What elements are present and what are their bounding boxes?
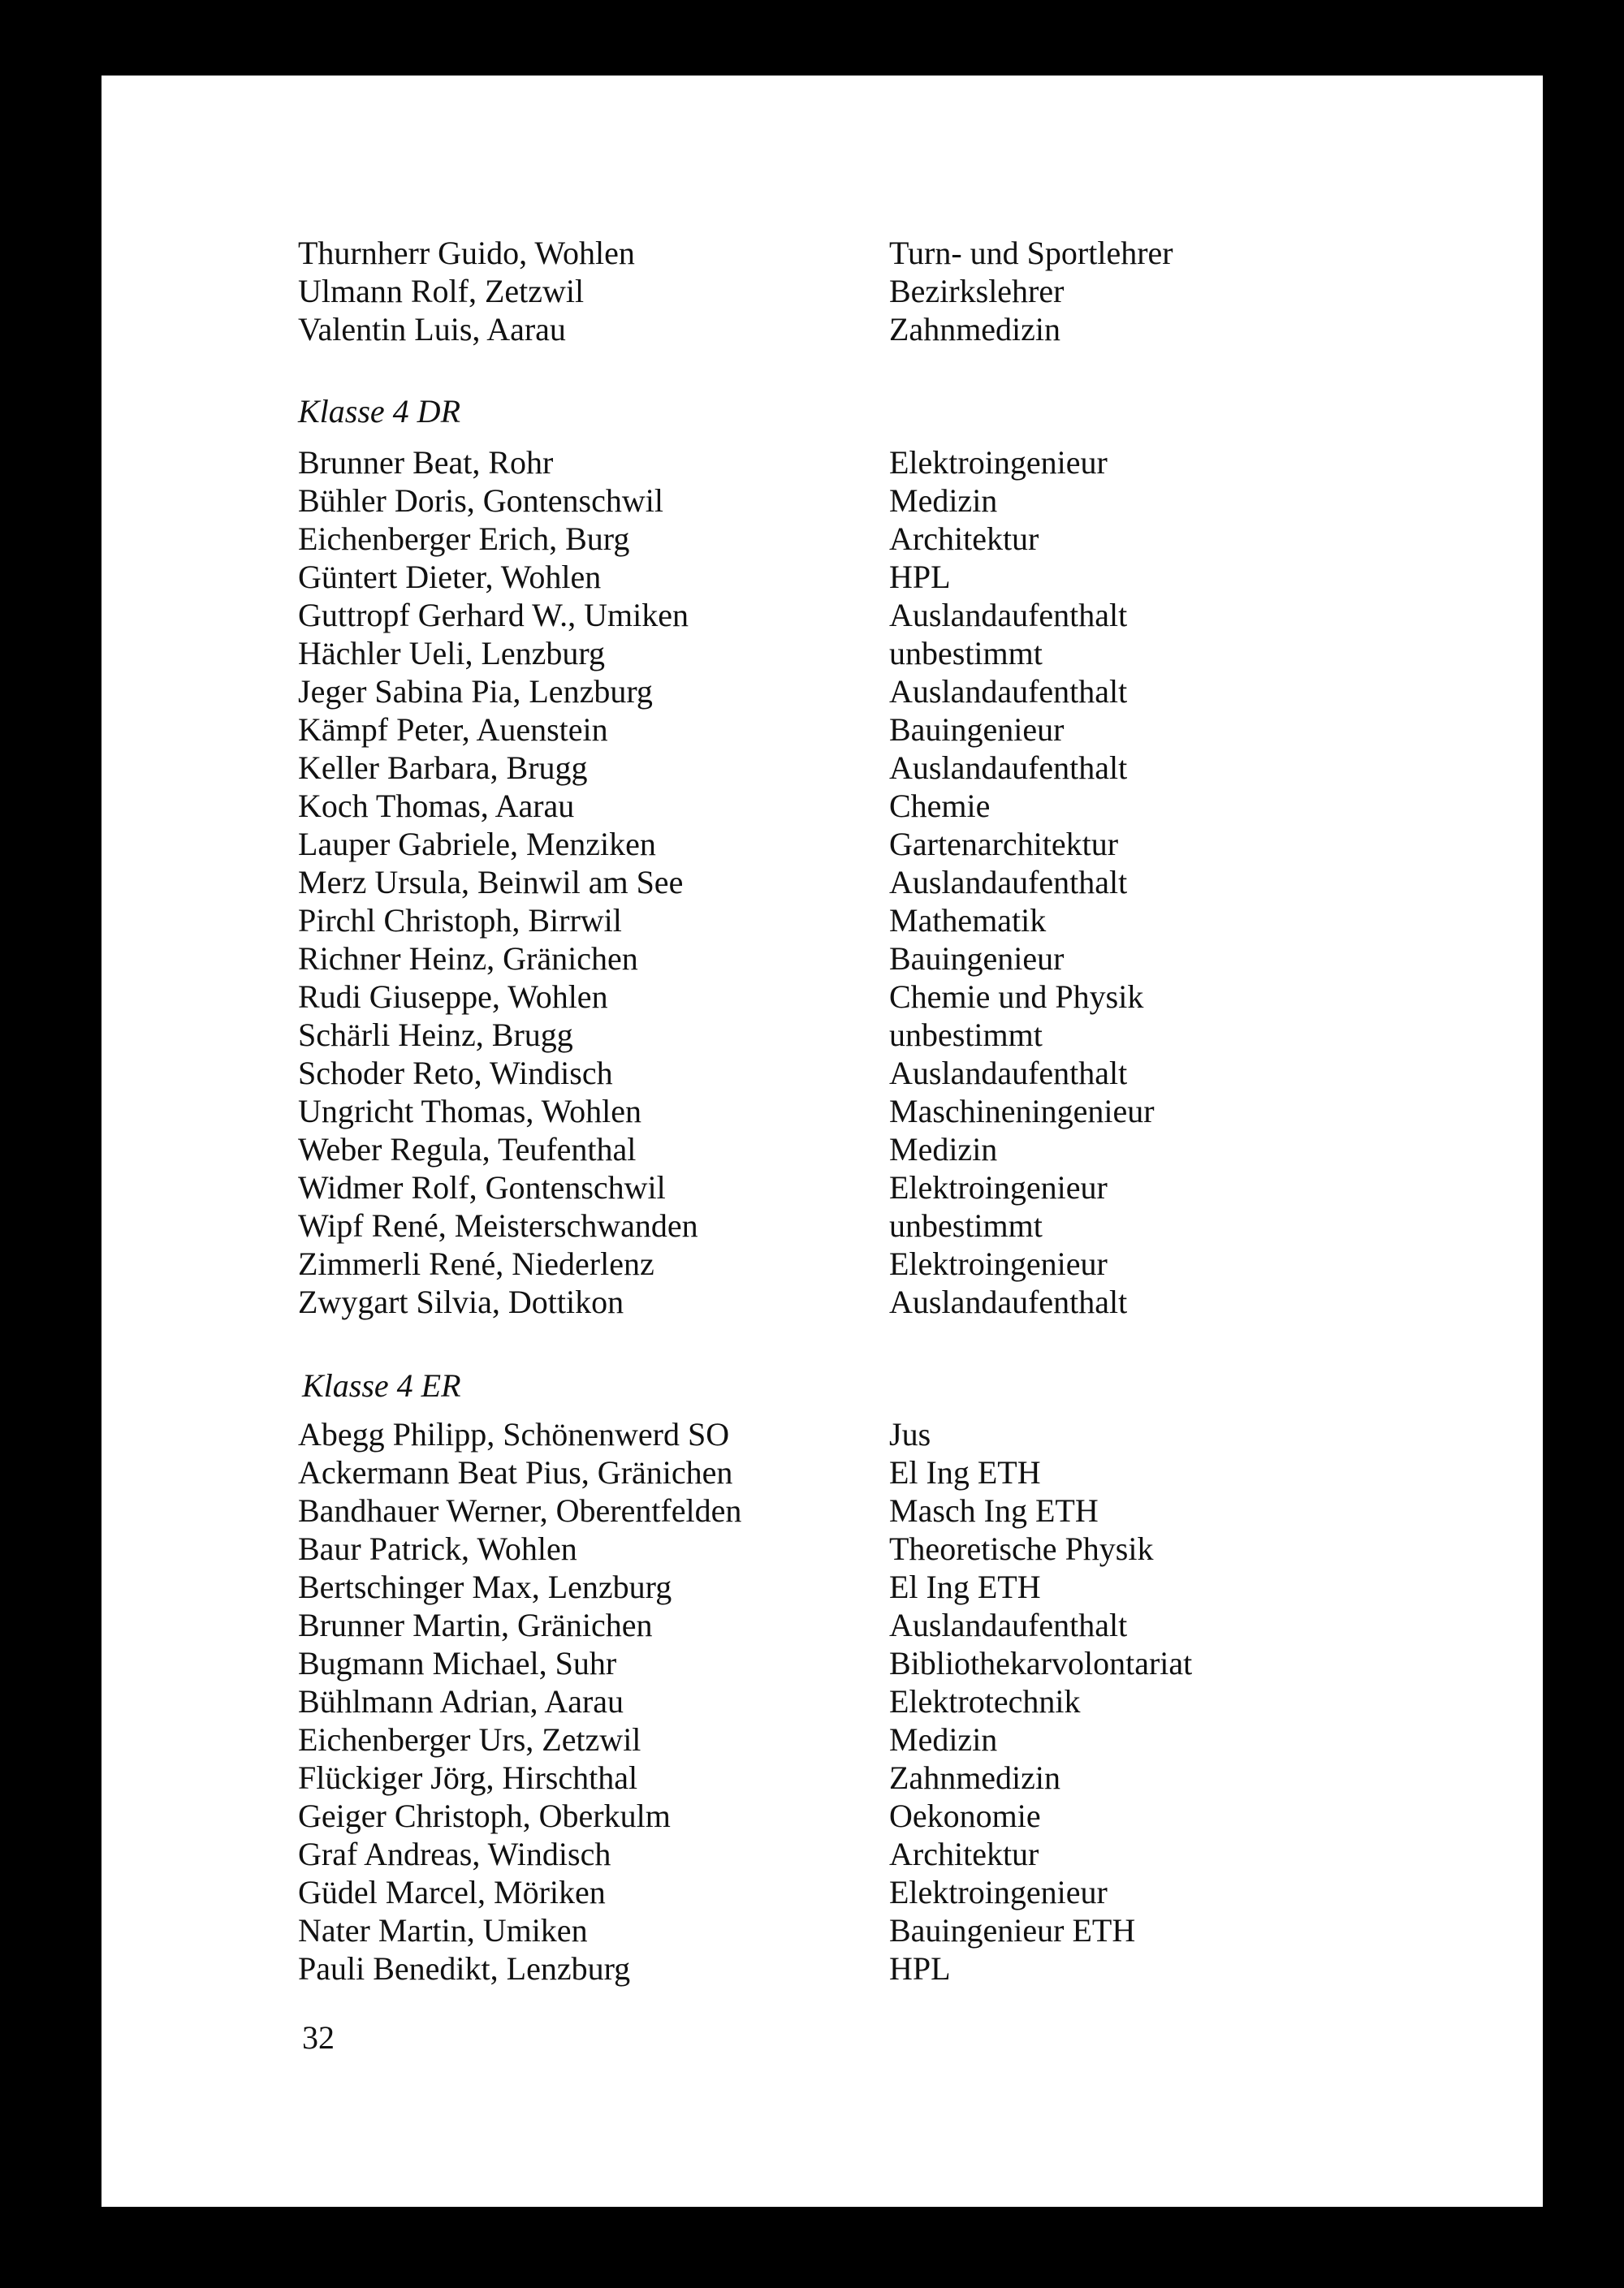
list-item (102, 1016, 1543, 1054)
study-field: Elektroingenieur (889, 1874, 1108, 1910)
study-field: unbestimmt (889, 1207, 1043, 1244)
study-field: Zahnmedizin (889, 311, 1061, 348)
list-item (102, 443, 1543, 481)
person-name: Thurnherr Guido, Wohlen (298, 235, 635, 271)
list-item (102, 1682, 1543, 1720)
person-name: Guttropf Gerhard W., Umiken (298, 597, 689, 633)
person-name: Baur Patrick, Wohlen (298, 1530, 577, 1567)
list-item (102, 1911, 1543, 1949)
list-item (102, 1492, 1543, 1530)
study-field: Zahnmedizin (889, 1759, 1061, 1796)
study-field: Bibliothekarvolontariat (889, 1645, 1193, 1681)
list-item (102, 939, 1543, 978)
person-name: Hächler Ueli, Lenzburg (298, 635, 605, 671)
study-field: Elektroingenieur (889, 1245, 1108, 1282)
section-heading-4dr: Klasse 4 DR (298, 393, 460, 430)
study-field: Bauingenieur (889, 711, 1065, 748)
study-field: Bezirkslehrer (889, 273, 1065, 309)
study-field: Bauingenieur (889, 940, 1065, 977)
list-item (102, 1207, 1543, 1245)
list-item (102, 1568, 1543, 1606)
section-klasse-4er (102, 1415, 1543, 1988)
study-field: Oekonomie (889, 1798, 1041, 1834)
person-name: Eichenberger Erich, Burg (298, 520, 630, 557)
person-name: Koch Thomas, Aarau (298, 788, 575, 824)
person-name: Wipf René, Meisterschwanden (298, 1207, 698, 1244)
list-item (102, 1873, 1543, 1911)
list-item (102, 1949, 1543, 1988)
study-field: unbestimmt (889, 1017, 1043, 1053)
study-field: Bauingenieur ETH (889, 1912, 1136, 1949)
person-name: Ungricht Thomas, Wohlen (298, 1093, 642, 1129)
study-field: Elektroingenieur (889, 1169, 1108, 1206)
study-field: Theoretische Physik (889, 1530, 1154, 1567)
person-name: Zwygart Silvia, Dottikon (298, 1284, 624, 1320)
list-item (102, 901, 1543, 939)
study-field: Auslandaufenthalt (889, 864, 1128, 900)
list-item (102, 672, 1543, 710)
list-item (102, 234, 1543, 272)
person-name: Richner Heinz, Gränichen (298, 940, 638, 977)
study-field: Auslandaufenthalt (889, 597, 1128, 633)
person-name: Schärli Heinz, Brugg (298, 1017, 573, 1053)
study-field: HPL (889, 1950, 951, 1987)
person-name: Bugmann Michael, Suhr (298, 1645, 617, 1681)
section-continuation (102, 234, 1543, 348)
list-item (102, 749, 1543, 787)
list-item (102, 1415, 1543, 1453)
study-field: Elektroingenieur (889, 444, 1108, 481)
list-item (102, 1168, 1543, 1207)
list-item (102, 272, 1543, 310)
person-name: Brunner Beat, Rohr (298, 444, 554, 481)
list-item (102, 863, 1543, 901)
study-field: Auslandaufenthalt (889, 1607, 1128, 1643)
study-field: HPL (889, 559, 951, 595)
person-name: Bertschinger Max, Lenzburg (298, 1569, 672, 1605)
list-item (102, 558, 1543, 596)
person-name: Eichenberger Urs, Zetzwil (298, 1721, 641, 1758)
study-field: Maschineningenieur (889, 1093, 1155, 1129)
list-item (102, 1092, 1543, 1130)
person-name: Jeger Sabina Pia, Lenzburg (298, 673, 653, 710)
study-field: Auslandaufenthalt (889, 1055, 1128, 1091)
person-name: Bühler Doris, Gontenschwil (298, 482, 663, 519)
person-name: Bandhauer Werner, Oberentfelden (298, 1492, 742, 1529)
person-name: Kämpf Peter, Auenstein (298, 711, 608, 748)
study-field: Medizin (889, 1131, 998, 1168)
person-name: Merz Ursula, Beinwil am See (298, 864, 684, 900)
person-name: Nater Martin, Umiken (298, 1912, 588, 1949)
person-name: Güdel Marcel, Möriken (298, 1874, 606, 1910)
person-name: Abegg Philipp, Schönenwerd SO (298, 1416, 730, 1453)
study-field: Mathematik (889, 902, 1047, 939)
list-item (102, 634, 1543, 672)
page-number: 32 (302, 2019, 335, 2056)
section-klasse-4dr (102, 443, 1543, 1321)
list-item (102, 310, 1543, 348)
study-field: Medizin (889, 482, 998, 519)
list-item (102, 787, 1543, 825)
study-field: Architektur (889, 1836, 1039, 1872)
person-name: Weber Regula, Teufenthal (298, 1131, 637, 1168)
study-field: Chemie (889, 788, 991, 824)
person-name: Ackermann Beat Pius, Gränichen (298, 1454, 733, 1491)
study-field: Auslandaufenthalt (889, 673, 1128, 710)
person-name: Valentin Luis, Aarau (298, 311, 566, 348)
person-name: Keller Barbara, Brugg (298, 749, 588, 786)
list-item (102, 520, 1543, 558)
list-item (102, 481, 1543, 520)
study-field: Turn- und Sportlehrer (889, 235, 1173, 271)
study-field: El Ing ETH (889, 1569, 1041, 1605)
person-name: Graf Andreas, Windisch (298, 1836, 611, 1872)
study-field: Gartenarchitektur (889, 826, 1119, 862)
list-item (102, 1835, 1543, 1873)
list-item (102, 710, 1543, 749)
person-name: Pirchl Christoph, Birrwil (298, 902, 622, 939)
list-item (102, 978, 1543, 1016)
person-name: Bühlmann Adrian, Aarau (298, 1683, 624, 1720)
study-field: unbestimmt (889, 635, 1043, 671)
study-field: Elektrotechnik (889, 1683, 1081, 1720)
study-field: Auslandaufenthalt (889, 1284, 1128, 1320)
person-name: Flückiger Jörg, Hirschthal (298, 1759, 638, 1796)
list-item (102, 1797, 1543, 1835)
list-item (102, 596, 1543, 634)
list-item (102, 1720, 1543, 1759)
person-name: Pauli Benedikt, Lenzburg (298, 1950, 631, 1987)
list-item (102, 1245, 1543, 1283)
list-item (102, 1644, 1543, 1682)
person-name: Zimmerli René, Niederlenz (298, 1245, 654, 1282)
person-name: Geiger Christoph, Oberkulm (298, 1798, 671, 1834)
list-item (102, 1759, 1543, 1797)
person-name: Brunner Martin, Gränichen (298, 1607, 653, 1643)
list-item (102, 1054, 1543, 1092)
list-item (102, 1283, 1543, 1321)
study-field: Medizin (889, 1721, 998, 1758)
section-heading-4er: Klasse 4 ER (302, 1367, 461, 1404)
list-item (102, 825, 1543, 863)
study-field: Auslandaufenthalt (889, 749, 1128, 786)
list-item (102, 1130, 1543, 1168)
study-field: El Ing ETH (889, 1454, 1041, 1491)
study-field: Chemie und Physik (889, 978, 1144, 1015)
study-field: Masch Ing ETH (889, 1492, 1099, 1529)
person-name: Widmer Rolf, Gontenschwil (298, 1169, 666, 1206)
person-name: Rudi Giuseppe, Wohlen (298, 978, 608, 1015)
list-item (102, 1453, 1543, 1492)
study-field: Architektur (889, 520, 1039, 557)
list-item (102, 1530, 1543, 1568)
person-name: Schoder Reto, Windisch (298, 1055, 613, 1091)
study-field: Jus (889, 1416, 931, 1453)
person-name: Ulmann Rolf, Zetzwil (298, 273, 585, 309)
person-name: Lauper Gabriele, Menziken (298, 826, 656, 862)
person-name: Güntert Dieter, Wohlen (298, 559, 602, 595)
document-page (102, 76, 1543, 2207)
list-item (102, 1606, 1543, 1644)
